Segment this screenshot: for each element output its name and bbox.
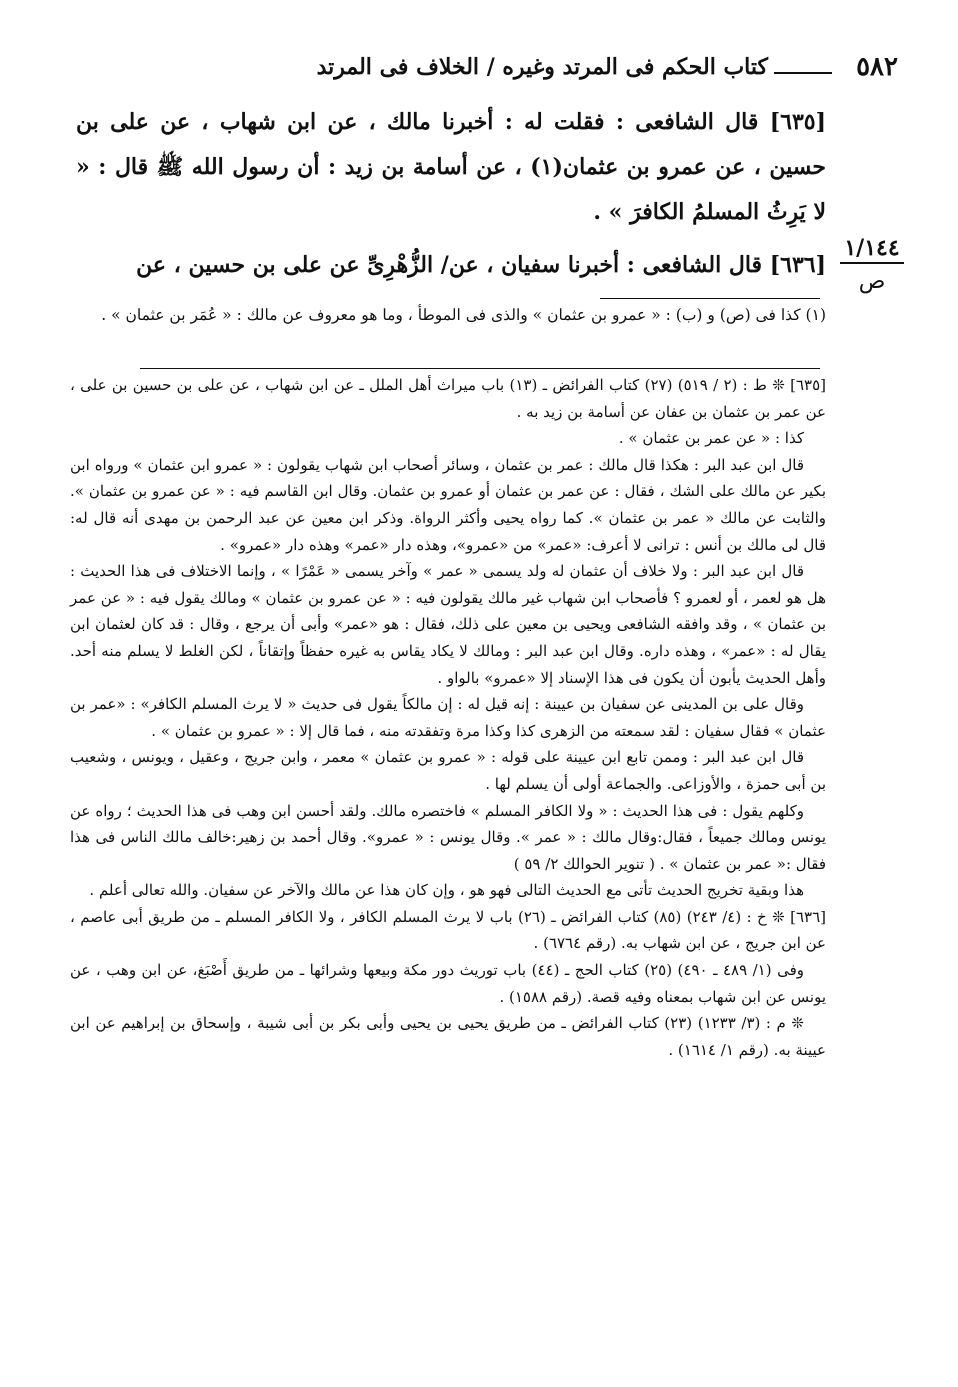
note-paragraph: وفى (١/ ٤٨٩ ـ ٤٩٠) (٢٥) كتاب الحج ـ (٤٤) باب توريث دور مكة وبيعها وشرائها ـ من طريق أَصْبَغ، عن ابن وهب ، عن يونس عن ابن شهاب بمعناه وفيه قصة. (رقم ١٥٨٨) .	[70, 961, 826, 1006]
hadith-636: [٦٣٦] قال الشافعى : أخبرنا سفيان ، عن/ الزُّهْرِىِّ عن على بن حسين ، عن	[136, 252, 826, 278]
note-paragraph: هذا وبقية تخريج الحديث تأتى مع الحديث التالى فهو هو ، وإن كان هذا عن مالك والآخر عن سفيان. والله تعالى أعلم .	[89, 881, 804, 900]
manuscript-sigla: ص	[858, 269, 886, 294]
notes-rule	[140, 368, 820, 369]
footnote-rule	[600, 298, 820, 299]
header-rule	[774, 72, 832, 74]
note-paragraph: وكلهم يقول : فى هذا الحديث : « ولا الكافر المسلم » فاختصره مالك. ولقد أحسن ابن وهب فى هذا الحديث ؛ رواه عن يونس ومالك جميعاً ، فقال:وقال مالك : « عمر ». وقال يونس : « عمرو». وقال أحمد بن زهير:خالف مالك الناس فى هذا فقال :« عمر بن عثمان » . ( تنوير الحوالك ٢/ ٥٩ )	[70, 801, 826, 873]
hadith-635: [٦٣٥] قال الشافعى : فقلت له : أخبرنا مالك ، عن ابن شهاب ، عن على بن حسين ، عن عمرو بن عثمان(١) ، عن أسامة بن زيد : أن رسول الله ﷺ قال : « لا يَرِثُ المسلمُ الكافرَ » .	[76, 109, 826, 225]
note-paragraph: قال ابن عبد البر : ولا خلاف أن عثمان له ولد يسمى « عمر » وآخر يسمى « عَمْرًا » ، وإنما الاختلاف فى هذا الحديث : هل هو لعمر ، أو لعمرو ؟ فأصحاب ابن شهاب غير مالك يقولون فيه : « عن عمرو بن عثمان » ومالك يقول فيه : « عن عمر بن عثمان » ، وقد وافقه الشافعى ويحيى بن معين على ذلك، فقال : هو «عمر» وأبى أن يرجع ، وقال : قد كان لعثمان ابن يقال له : «عمر» ، وهذه داره. وقال ابن عبد البر : ومالك لا يكاد يقاس به غيره حفظاً وإتقاناً ، لكن الغلط لا يسلم منه أحد. وأهل الحديث يأبون أن يكون فى هذا الإسناد إلا «عمرو» بالواو .	[70, 562, 826, 687]
takhrij-notes	[70, 372, 826, 1063]
manuscript-folio-ref: ١/١٤٤	[840, 234, 904, 264]
note-paragraph: وقال على بن المدينى عن سفيان بن عيينة : إنه قيل له : إن مالكاً يقول فى حديث « لا يرث المسلم الكافر» : «عمر بن عثمان » فقال سفيان : لقد سمعته من الزهرى كذا وكذا مرة وتفقدته منه ، فما قال إلا : « عمرو بن عثمان » .	[70, 695, 826, 740]
running-title: كتاب الحكم فى المرتد وغيره / الخلاف فى المرتد	[316, 54, 768, 80]
note-paragraph: [٦٣٥] ❊ ط : (٢ / ٥١٩) (٢٧) كتاب الفرائض ـ (١٣) باب ميراث أهل الملل ـ عن ابن شهاب ، عن على بن حسين بن على ، عن عمر بن عثمان بن عفان عن أسامة بن زيد به .	[70, 376, 826, 421]
note-paragraph: قال ابن عبد البر : وممن تابع ابن عيينة على قوله : « عمرو بن عثمان » معمر ، وابن جريج ، وعقيل ، ويونس ، وشعيب بن أبى حمزة ، والأوزاعى. والجماعة أولى أن يسلم لها .	[70, 748, 826, 793]
note-paragraph: [٦٣٦] ❊ خ : (٤/ ٢٤٣) (٨٥) كتاب الفرائض ـ (٢٦) باب لا يرث المسلم الكافر ، ولا الكافر المسلم ـ من طريق أبى عاصم ، عن ابن جريج ، عن ابن شهاب به. (رقم ٦٧٦٤) .	[70, 907, 826, 953]
note-paragraph: ❊ م : (٣/ ١٢٣٣) (٢٣) كتاب الفرائض ـ من طريق يحيى بن يحيى وأبى بكر بن أبى شيبة ، وإسحاق بن إبراهيم عن ابن عيينة به. (رقم ١/ ١٦١٤) .	[70, 1014, 826, 1059]
page-number: ٥٨٢	[856, 52, 898, 82]
note-paragraph: كذا : « عن عمر بن عثمان » .	[618, 429, 804, 448]
margin-reference	[840, 234, 904, 300]
note-paragraph: قال ابن عبد البر : هكذا قال مالك : عمر بن عثمان ، وسائر أصحاب ابن شهاب يقولون : « عمرو ابن عثمان » ورواه ابن بكير عن مالك على الشك ، فقال : عن عمر بن عثمان أو عمرو بن عثمان. وقال ابن القاسم فيه : « عن عمرو بن عثمان ». والثابت عن مالك « عمر بن عثمان ». كما رواه يحيى وأكثر الرواة. وذكر ابن معين عن عبد الرحمن بن مهدى أنه قال له: قال لى مالك بن أنس : ترانى لا أعرف: «عمر» من «عمرو»، وهذه دار «عمر» وهذه دار «عمرو» .	[70, 455, 826, 554]
page-header	[60, 52, 898, 92]
main-text	[76, 100, 826, 288]
footnote: (١) كذا فى (ص) و (ب) : « عمرو بن عثمان » والذى فى الموطأ ، وما هو معروف عن مالك : « عُمَر بن عثمان » .	[101, 306, 826, 324]
